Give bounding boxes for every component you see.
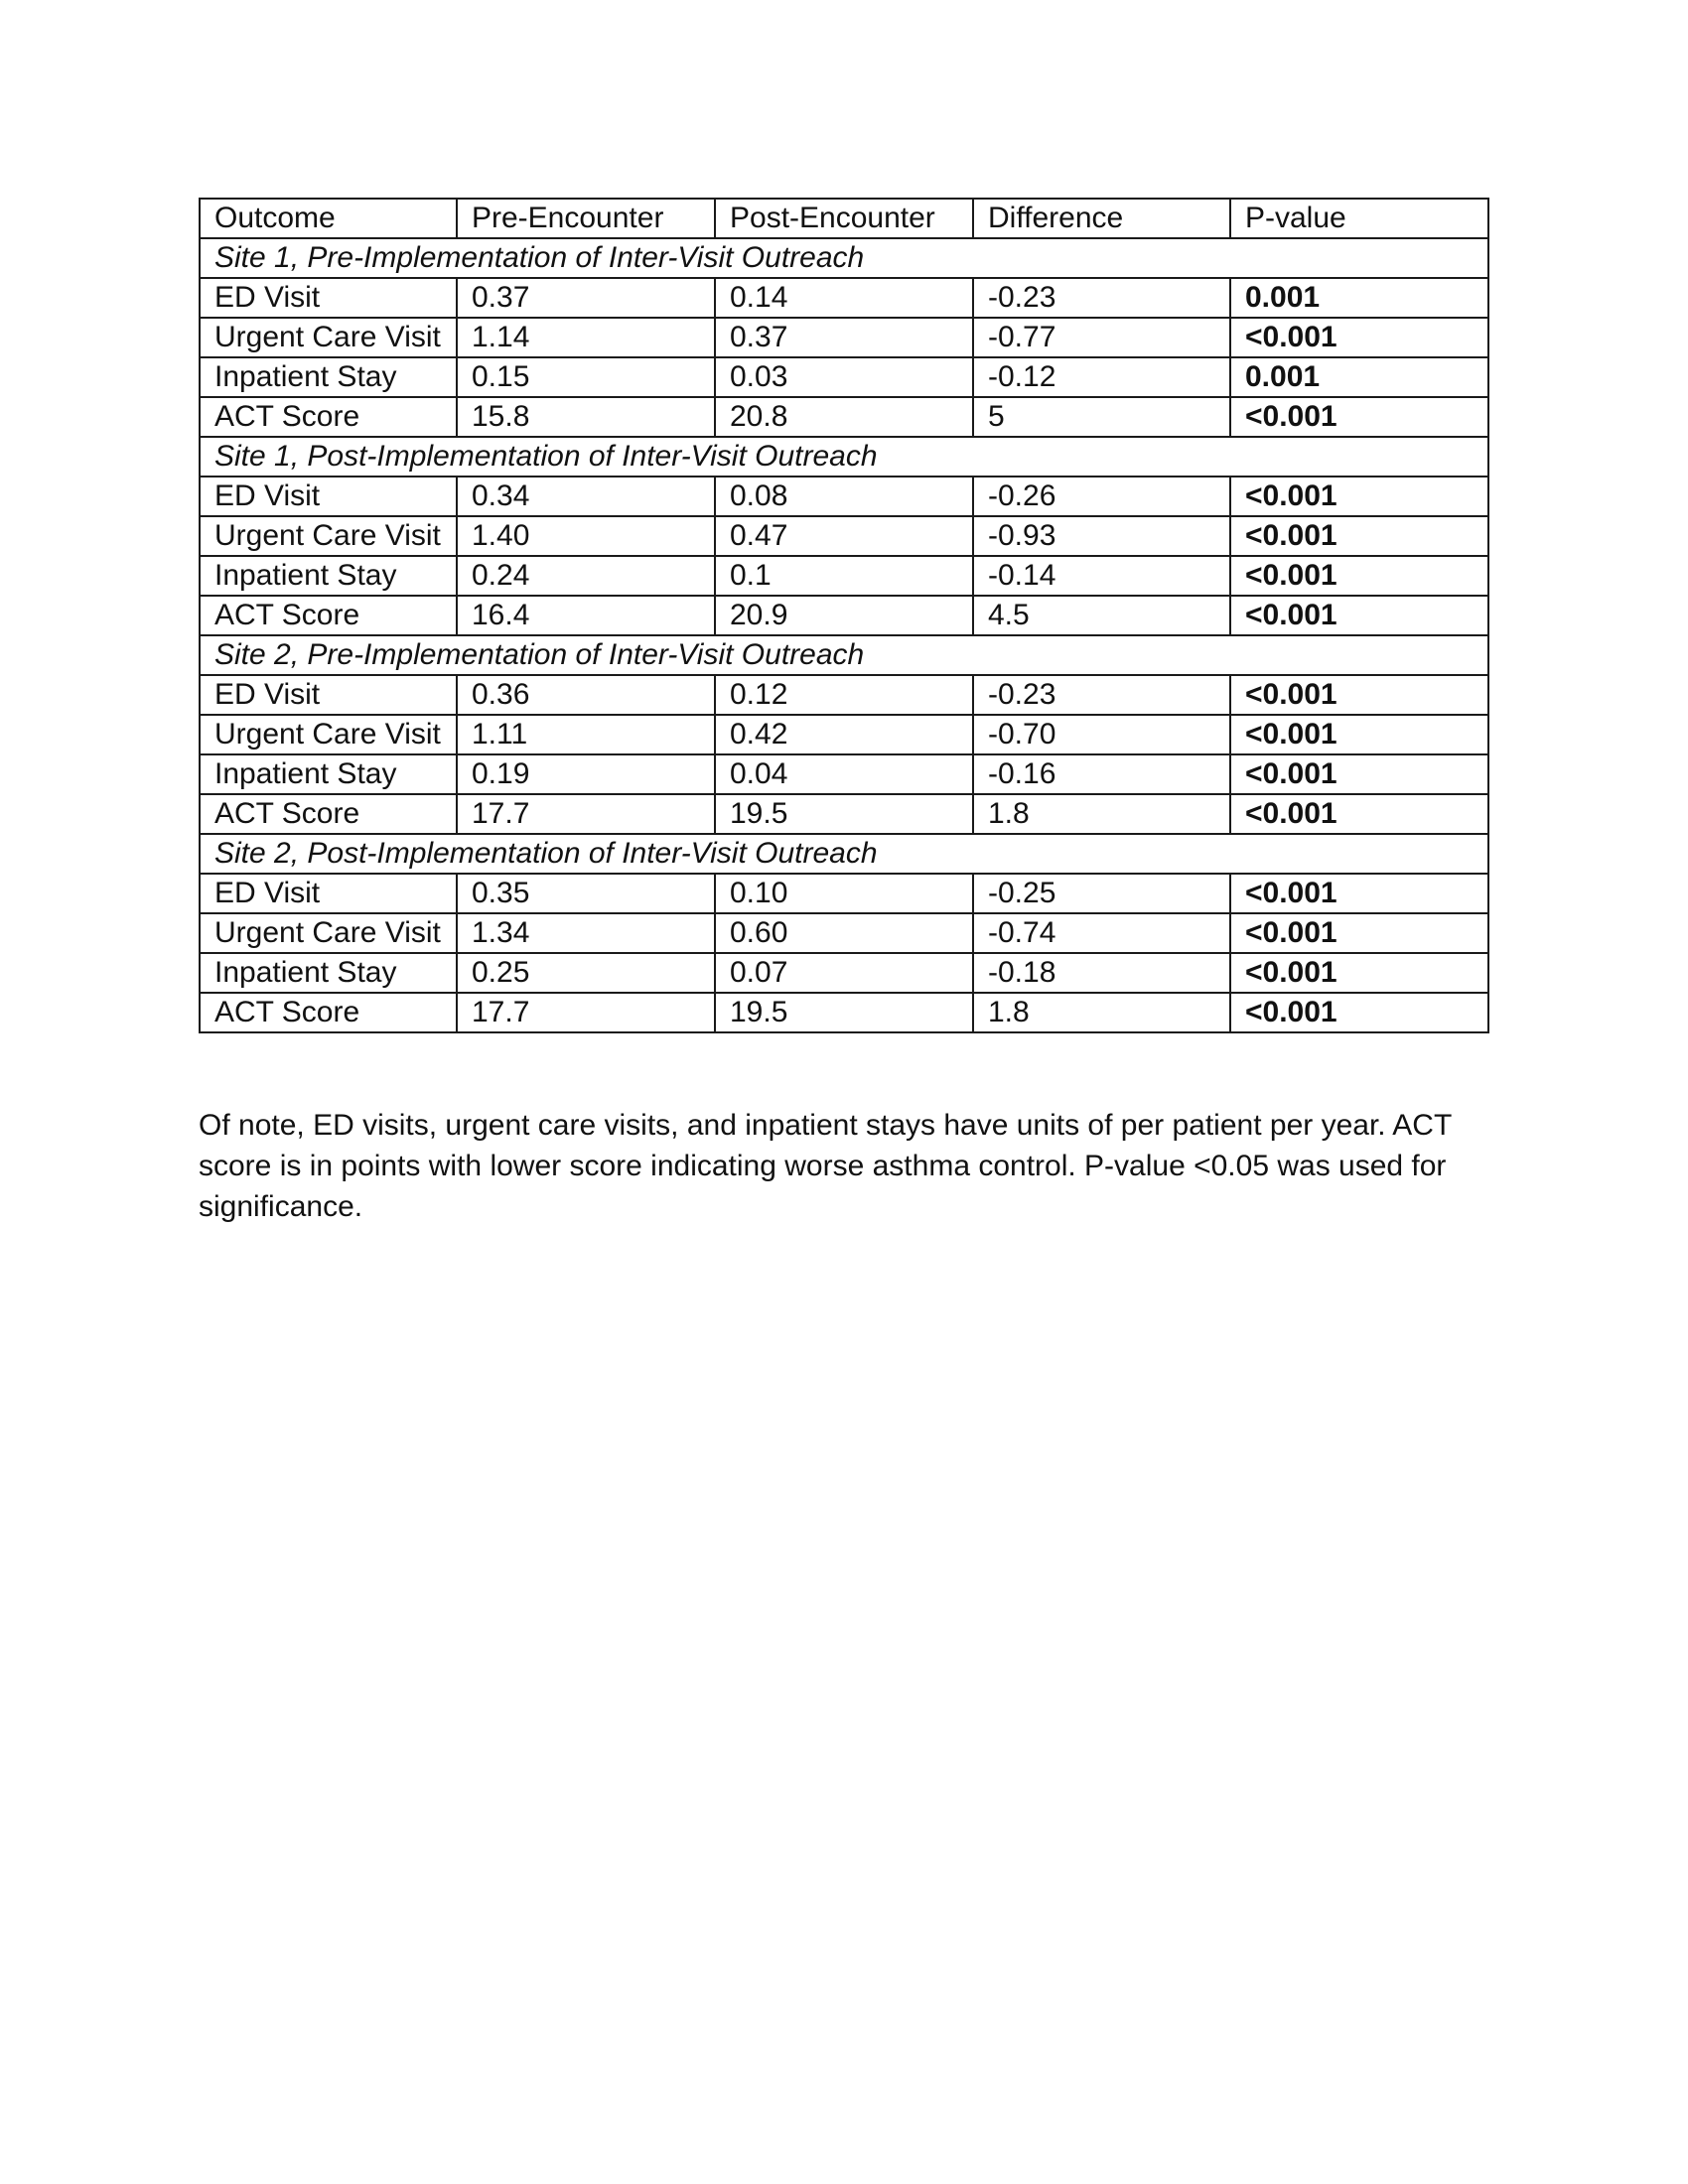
cell-pre: 0.24 xyxy=(457,556,715,596)
cell-p-value: 0.001 xyxy=(1230,278,1488,318)
header-outcome: Outcome xyxy=(200,199,457,238)
table-row xyxy=(200,556,1488,596)
section-row xyxy=(200,238,1488,278)
cell-post: 0.14 xyxy=(715,278,973,318)
cell-outcome: ED Visit xyxy=(200,278,457,318)
cell-pre: 1.34 xyxy=(457,913,715,953)
table-row xyxy=(200,596,1488,635)
cell-outcome: Inpatient Stay xyxy=(200,556,457,596)
cell-post: 20.8 xyxy=(715,397,973,437)
table-row xyxy=(200,516,1488,556)
cell-p-value: <0.001 xyxy=(1230,397,1488,437)
cell-difference: 1.8 xyxy=(973,993,1230,1032)
cell-pre: 0.19 xyxy=(457,754,715,794)
section-row xyxy=(200,437,1488,477)
cell-p-value: <0.001 xyxy=(1230,993,1488,1032)
cell-difference: 1.8 xyxy=(973,794,1230,834)
cell-outcome: ACT Score xyxy=(200,794,457,834)
cell-p-value: <0.001 xyxy=(1230,318,1488,357)
cell-outcome: ED Visit xyxy=(200,675,457,715)
cell-post: 20.9 xyxy=(715,596,973,635)
section-title: Site 1, Pre-Implementation of Inter-Visit Outreach xyxy=(200,238,1488,278)
cell-post: 0.42 xyxy=(715,715,973,754)
header-post-encounter: Post-Encounter xyxy=(715,199,973,238)
cell-post: 0.37 xyxy=(715,318,973,357)
cell-pre: 0.15 xyxy=(457,357,715,397)
cell-difference: -0.14 xyxy=(973,556,1230,596)
section-row xyxy=(200,834,1488,874)
cell-difference: -0.25 xyxy=(973,874,1230,913)
table-row xyxy=(200,993,1488,1032)
cell-pre: 0.36 xyxy=(457,675,715,715)
cell-outcome: Urgent Care Visit xyxy=(200,715,457,754)
cell-difference: -0.26 xyxy=(973,477,1230,516)
cell-p-value: <0.001 xyxy=(1230,754,1488,794)
cell-difference: -0.23 xyxy=(973,278,1230,318)
cell-outcome: Urgent Care Visit xyxy=(200,516,457,556)
cell-post: 0.60 xyxy=(715,913,973,953)
cell-post: 0.08 xyxy=(715,477,973,516)
header-row xyxy=(200,199,1488,238)
table-row xyxy=(200,675,1488,715)
cell-post: 0.03 xyxy=(715,357,973,397)
cell-pre: 16.4 xyxy=(457,596,715,635)
table-row xyxy=(200,397,1488,437)
cell-post: 0.12 xyxy=(715,675,973,715)
cell-outcome: ACT Score xyxy=(200,993,457,1032)
cell-outcome: Inpatient Stay xyxy=(200,754,457,794)
cell-p-value: <0.001 xyxy=(1230,794,1488,834)
cell-difference: -0.12 xyxy=(973,357,1230,397)
cell-difference: 5 xyxy=(973,397,1230,437)
cell-p-value: <0.001 xyxy=(1230,675,1488,715)
cell-outcome: Inpatient Stay xyxy=(200,953,457,993)
results-table xyxy=(199,198,1489,1033)
cell-outcome: ACT Score xyxy=(200,596,457,635)
cell-pre: 1.11 xyxy=(457,715,715,754)
cell-pre: 0.25 xyxy=(457,953,715,993)
table-row xyxy=(200,794,1488,834)
cell-pre: 17.7 xyxy=(457,993,715,1032)
cell-pre: 0.37 xyxy=(457,278,715,318)
cell-p-value: <0.001 xyxy=(1230,874,1488,913)
section-title: Site 2, Post-Implementation of Inter-Visit Outreach xyxy=(200,834,1488,874)
cell-p-value: <0.001 xyxy=(1230,953,1488,993)
cell-post: 19.5 xyxy=(715,993,973,1032)
cell-post: 19.5 xyxy=(715,794,973,834)
cell-difference: -0.23 xyxy=(973,675,1230,715)
table-row xyxy=(200,318,1488,357)
section-title: Site 2, Pre-Implementation of Inter-Visit Outreach xyxy=(200,635,1488,675)
cell-post: 0.07 xyxy=(715,953,973,993)
table-row xyxy=(200,953,1488,993)
cell-post: 0.1 xyxy=(715,556,973,596)
table-row xyxy=(200,913,1488,953)
cell-difference: -0.93 xyxy=(973,516,1230,556)
cell-pre: 15.8 xyxy=(457,397,715,437)
section-row xyxy=(200,635,1488,675)
cell-outcome: Inpatient Stay xyxy=(200,357,457,397)
cell-pre: 1.40 xyxy=(457,516,715,556)
header-pre-encounter: Pre-Encounter xyxy=(457,199,715,238)
cell-outcome: Urgent Care Visit xyxy=(200,913,457,953)
cell-pre: 1.14 xyxy=(457,318,715,357)
section-title: Site 1, Post-Implementation of Inter-Visit Outreach xyxy=(200,437,1488,477)
cell-post: 0.04 xyxy=(715,754,973,794)
cell-pre: 0.35 xyxy=(457,874,715,913)
cell-p-value: <0.001 xyxy=(1230,715,1488,754)
cell-pre: 17.7 xyxy=(457,794,715,834)
cell-outcome: Urgent Care Visit xyxy=(200,318,457,357)
cell-post: 0.47 xyxy=(715,516,973,556)
cell-difference: -0.74 xyxy=(973,913,1230,953)
cell-p-value: <0.001 xyxy=(1230,556,1488,596)
cell-p-value: 0.001 xyxy=(1230,357,1488,397)
cell-p-value: <0.001 xyxy=(1230,596,1488,635)
cell-outcome: ED Visit xyxy=(200,874,457,913)
cell-p-value: <0.001 xyxy=(1230,516,1488,556)
cell-pre: 0.34 xyxy=(457,477,715,516)
table-footnote: Of note, ED visits, urgent care visits, and inpatient stays have units of per patient per year. ACT score is in points with lower score indicating worse asthma control. P-value <0.05 was used for significance. xyxy=(199,1109,1452,1223)
cell-outcome: ED Visit xyxy=(200,477,457,516)
cell-difference: -0.16 xyxy=(973,754,1230,794)
table-row xyxy=(200,715,1488,754)
cell-difference: 4.5 xyxy=(973,596,1230,635)
cell-difference: -0.77 xyxy=(973,318,1230,357)
cell-p-value: <0.001 xyxy=(1230,477,1488,516)
cell-difference: -0.70 xyxy=(973,715,1230,754)
cell-outcome: ACT Score xyxy=(200,397,457,437)
header-difference: Difference xyxy=(973,199,1230,238)
cell-post: 0.10 xyxy=(715,874,973,913)
table-row xyxy=(200,477,1488,516)
table-row xyxy=(200,754,1488,794)
table-row xyxy=(200,357,1488,397)
table-row xyxy=(200,278,1488,318)
cell-p-value: <0.001 xyxy=(1230,913,1488,953)
cell-difference: -0.18 xyxy=(973,953,1230,993)
table-row xyxy=(200,874,1488,913)
header-p-value: P-value xyxy=(1230,199,1488,238)
